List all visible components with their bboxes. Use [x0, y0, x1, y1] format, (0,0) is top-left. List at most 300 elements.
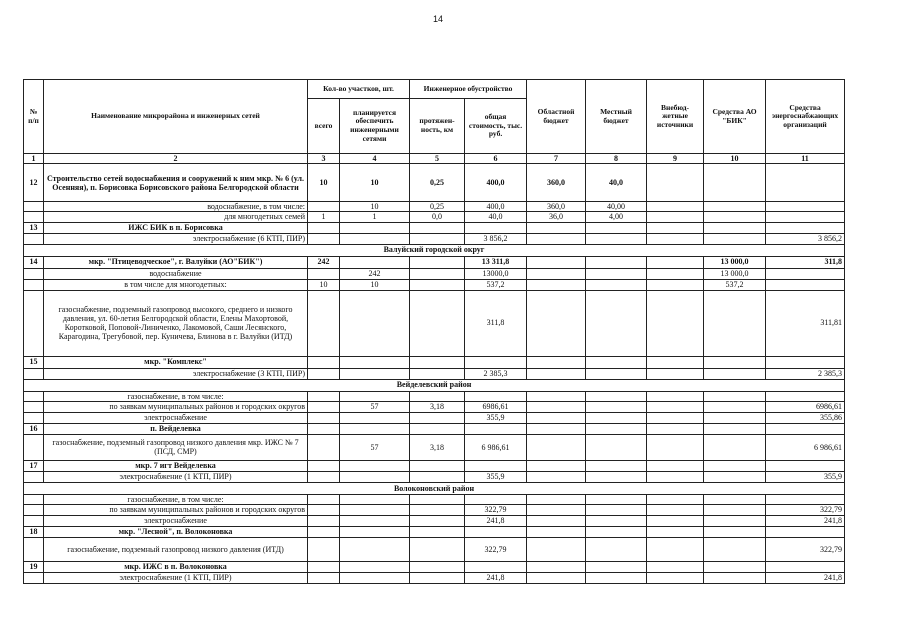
table-row	[24, 164, 845, 202]
item-name: п. Вейделевка	[44, 423, 308, 434]
item-name: в том числе для многодетных:	[44, 279, 308, 290]
length-km	[410, 460, 465, 471]
offbudget-sources	[647, 290, 704, 356]
plots-total	[308, 561, 340, 572]
regional-budget	[527, 290, 586, 356]
plots-total	[308, 423, 340, 434]
header-regional-budget: Областной бюджет	[527, 80, 586, 154]
item-name: водоснабжение, в том числе:	[44, 202, 308, 212]
regional-budget	[527, 504, 586, 515]
table-row	[24, 222, 845, 233]
column-number-row	[24, 154, 845, 164]
table-row	[24, 561, 845, 572]
total-cost	[465, 222, 527, 233]
bik-funds	[704, 164, 766, 202]
local-budget: 40,0	[586, 164, 647, 202]
local-budget	[586, 561, 647, 572]
plots-planned	[340, 368, 410, 379]
length-km	[410, 290, 465, 356]
length-km	[410, 515, 465, 526]
offbudget-sources	[647, 537, 704, 561]
row-number: 17	[24, 460, 44, 471]
total-cost: 355,9	[465, 412, 527, 423]
table-row	[24, 233, 845, 244]
regional-budget	[527, 537, 586, 561]
column-number: 10	[704, 154, 766, 164]
header-local-budget: Местный бюджет	[586, 80, 647, 154]
total-cost: 537,2	[465, 279, 527, 290]
local-budget	[586, 460, 647, 471]
energy-funds: 241,8	[766, 515, 845, 526]
local-budget	[586, 434, 647, 460]
table-row	[24, 494, 845, 504]
local-budget	[586, 423, 647, 434]
item-name: электроснабжение (1 КТП, ПИР)	[44, 471, 308, 482]
row-number: 15	[24, 356, 44, 368]
total-cost: 400,0	[465, 202, 527, 212]
local-budget: 4,00	[586, 212, 647, 222]
plots-planned	[340, 572, 410, 583]
energy-funds	[766, 356, 845, 368]
item-name: электроснабжение (1 КТП, ПИР)	[44, 572, 308, 583]
row-number	[24, 202, 44, 212]
bik-funds	[704, 423, 766, 434]
plots-planned	[340, 537, 410, 561]
column-number: 4	[340, 154, 410, 164]
row-number	[24, 368, 44, 379]
plots-planned	[340, 504, 410, 515]
plots-total	[308, 202, 340, 212]
offbudget-sources	[647, 460, 704, 471]
plots-total: 10	[308, 164, 340, 202]
energy-funds: 3 856,2	[766, 233, 845, 244]
energy-funds	[766, 268, 845, 279]
bik-funds	[704, 212, 766, 222]
length-km	[410, 222, 465, 233]
regional-budget	[527, 471, 586, 482]
energy-funds: 2 385,3	[766, 368, 845, 379]
plots-planned: 10	[340, 279, 410, 290]
item-name: мкр. "Птицеводческое", г. Валуйки (АО"БИК")	[44, 256, 308, 268]
plots-planned	[340, 290, 410, 356]
item-name: мкр. 7 игт Вейделевка	[44, 460, 308, 471]
length-km	[410, 504, 465, 515]
offbudget-sources	[647, 412, 704, 423]
row-number: 16	[24, 423, 44, 434]
bik-funds	[704, 537, 766, 561]
table-row	[24, 290, 845, 356]
total-cost: 6986,61	[465, 401, 527, 412]
plots-total	[308, 572, 340, 583]
total-cost: 40,0	[465, 212, 527, 222]
plots-total	[308, 434, 340, 460]
plots-total	[308, 233, 340, 244]
length-km	[410, 233, 465, 244]
plots-total	[308, 391, 340, 401]
item-name: Строительство сетей водоснабжения и сооружений к ним мкр. № 6 (ул. Осенняя), п. Борисовка Борисовского района Белгородской области	[44, 164, 308, 202]
bik-funds	[704, 391, 766, 401]
header-offbudget: Внебюд-жетные источники	[647, 80, 704, 154]
energy-funds: 6 986,61	[766, 434, 845, 460]
energy-funds	[766, 526, 845, 537]
column-number: 1	[24, 154, 44, 164]
plots-total	[308, 356, 340, 368]
row-number: 18	[24, 526, 44, 537]
table-body	[24, 164, 845, 584]
offbudget-sources	[647, 233, 704, 244]
total-cost: 241,8	[465, 572, 527, 583]
offbudget-sources	[647, 572, 704, 583]
bik-funds	[704, 290, 766, 356]
energy-funds	[766, 202, 845, 212]
total-cost: 311,8	[465, 290, 527, 356]
length-km: 0,0	[410, 212, 465, 222]
offbudget-sources	[647, 256, 704, 268]
table-row	[24, 471, 845, 482]
bik-funds	[704, 515, 766, 526]
plots-total	[308, 268, 340, 279]
table-row	[24, 391, 845, 401]
row-number	[24, 504, 44, 515]
regional-budget	[527, 423, 586, 434]
plots-planned: 242	[340, 268, 410, 279]
regional-budget	[527, 233, 586, 244]
bik-funds	[704, 222, 766, 233]
row-number	[24, 471, 44, 482]
plots-planned: 10	[340, 202, 410, 212]
total-cost: 322,79	[465, 504, 527, 515]
length-km	[410, 537, 465, 561]
table-row	[24, 423, 845, 434]
bik-funds	[704, 471, 766, 482]
bik-funds	[704, 494, 766, 504]
plots-total	[308, 494, 340, 504]
bik-funds: 13 000,0	[704, 256, 766, 268]
table-row	[24, 212, 845, 222]
offbudget-sources	[647, 279, 704, 290]
row-number	[24, 515, 44, 526]
bik-funds	[704, 460, 766, 471]
table-row	[24, 537, 845, 561]
header-energy-funds: Средства энергоснабжающих организаций	[766, 80, 845, 154]
bik-funds	[704, 368, 766, 379]
page-number: 14	[433, 14, 444, 24]
length-km	[410, 279, 465, 290]
regional-budget	[527, 368, 586, 379]
plots-total	[308, 368, 340, 379]
length-km	[410, 423, 465, 434]
local-budget	[586, 233, 647, 244]
offbudget-sources	[647, 494, 704, 504]
regional-budget	[527, 279, 586, 290]
total-cost	[465, 526, 527, 537]
plots-total	[308, 290, 340, 356]
row-number: 13	[24, 222, 44, 233]
item-name: электроснабжение	[44, 412, 308, 423]
offbudget-sources	[647, 222, 704, 233]
item-name: мкр. "Комплекс"	[44, 356, 308, 368]
energy-funds	[766, 164, 845, 202]
energy-funds: 6986,61	[766, 401, 845, 412]
local-budget	[586, 572, 647, 583]
header-num: № п/п	[24, 80, 44, 154]
plots-planned	[340, 233, 410, 244]
section-row	[24, 379, 845, 391]
item-name: электроснабжение	[44, 515, 308, 526]
energy-funds: 311,81	[766, 290, 845, 356]
plots-planned	[340, 471, 410, 482]
header-cost: общая стоимость, тыс. руб.	[465, 99, 527, 154]
total-cost	[465, 356, 527, 368]
section-row	[24, 482, 845, 494]
table-row	[24, 268, 845, 279]
local-budget	[586, 401, 647, 412]
plots-planned: 10	[340, 164, 410, 202]
bik-funds	[704, 356, 766, 368]
plots-planned	[340, 515, 410, 526]
header-planned: планируется обеспечить инженерными сетями	[340, 99, 410, 154]
item-name: мкр. ИЖС в п. Волоконовка	[44, 561, 308, 572]
length-km	[410, 572, 465, 583]
table-row	[24, 434, 845, 460]
plots-total: 1	[308, 212, 340, 222]
row-number	[24, 401, 44, 412]
plots-total	[308, 222, 340, 233]
length-km	[410, 391, 465, 401]
section-title: Вейделевский район	[24, 379, 845, 391]
plots-total: 242	[308, 256, 340, 268]
column-number: 8	[586, 154, 647, 164]
local-budget	[586, 222, 647, 233]
length-km: 3,18	[410, 401, 465, 412]
plots-total	[308, 460, 340, 471]
table-row	[24, 526, 845, 537]
column-number: 3	[308, 154, 340, 164]
row-number	[24, 434, 44, 460]
length-km	[410, 368, 465, 379]
energy-funds	[766, 561, 845, 572]
local-budget: 40,00	[586, 202, 647, 212]
item-name: по заявкам муниципальных районов и городских округов	[44, 504, 308, 515]
plots-planned	[340, 460, 410, 471]
header-length: протяжен-ность, км	[410, 99, 465, 154]
plots-total	[308, 537, 340, 561]
plots-total	[308, 412, 340, 423]
bik-funds	[704, 412, 766, 423]
plots-planned: 57	[340, 401, 410, 412]
bik-funds	[704, 434, 766, 460]
energy-funds	[766, 279, 845, 290]
length-km	[410, 526, 465, 537]
table-row	[24, 572, 845, 583]
energy-funds	[766, 460, 845, 471]
plots-planned	[340, 494, 410, 504]
regional-budget	[527, 494, 586, 504]
table-row	[24, 515, 845, 526]
plots-total	[308, 401, 340, 412]
offbudget-sources	[647, 356, 704, 368]
length-km	[410, 256, 465, 268]
section-row	[24, 244, 845, 256]
bik-funds	[704, 504, 766, 515]
energy-funds	[766, 212, 845, 222]
row-number	[24, 290, 44, 356]
offbudget-sources	[647, 526, 704, 537]
header-plots: Кол-во участков, шт.	[308, 80, 410, 99]
total-cost: 6 986,61	[465, 434, 527, 460]
regional-budget	[527, 401, 586, 412]
item-name: ИЖС БИК в п. Борисовка	[44, 222, 308, 233]
energy-funds: 355,86	[766, 412, 845, 423]
header-bik-funds: Средства АО "БИК"	[704, 80, 766, 154]
header-name: Наименование микрорайона и инженерных сетей	[44, 80, 308, 154]
row-number	[24, 537, 44, 561]
local-budget	[586, 526, 647, 537]
column-number: 7	[527, 154, 586, 164]
section-title: Волоконовский район	[24, 482, 845, 494]
investment-table	[23, 79, 845, 584]
regional-budget	[527, 434, 586, 460]
row-number	[24, 494, 44, 504]
plots-planned: 1	[340, 212, 410, 222]
regional-budget	[527, 222, 586, 233]
row-number	[24, 391, 44, 401]
local-budget	[586, 391, 647, 401]
item-name: электроснабжение (6 КТП, ПИР)	[44, 233, 308, 244]
item-name: для многодетных семей	[44, 212, 308, 222]
section-title: Валуйский городской округ	[24, 244, 845, 256]
offbudget-sources	[647, 504, 704, 515]
row-number	[24, 279, 44, 290]
local-budget	[586, 268, 647, 279]
energy-funds	[766, 222, 845, 233]
row-number	[24, 572, 44, 583]
bik-funds	[704, 233, 766, 244]
total-cost: 241,8	[465, 515, 527, 526]
total-cost	[465, 391, 527, 401]
offbudget-sources	[647, 268, 704, 279]
regional-budget	[527, 391, 586, 401]
total-cost: 400,0	[465, 164, 527, 202]
local-budget	[586, 515, 647, 526]
length-km	[410, 268, 465, 279]
regional-budget	[527, 268, 586, 279]
offbudget-sources	[647, 368, 704, 379]
bik-funds	[704, 401, 766, 412]
table-row	[24, 401, 845, 412]
plots-planned: 57	[340, 434, 410, 460]
table-row	[24, 368, 845, 379]
length-km: 0,25	[410, 202, 465, 212]
column-number: 2	[44, 154, 308, 164]
plots-total	[308, 471, 340, 482]
local-budget	[586, 471, 647, 482]
bik-funds: 537,2	[704, 279, 766, 290]
local-budget	[586, 368, 647, 379]
offbudget-sources	[647, 401, 704, 412]
local-budget	[586, 356, 647, 368]
regional-budget	[527, 412, 586, 423]
energy-funds	[766, 391, 845, 401]
energy-funds: 355,9	[766, 471, 845, 482]
local-budget	[586, 504, 647, 515]
length-km	[410, 494, 465, 504]
local-budget	[586, 290, 647, 356]
offbudget-sources	[647, 202, 704, 212]
regional-budget: 360,0	[527, 164, 586, 202]
row-number: 19	[24, 561, 44, 572]
length-km: 0,25	[410, 164, 465, 202]
plots-planned	[340, 526, 410, 537]
local-budget	[586, 537, 647, 561]
column-number: 6	[465, 154, 527, 164]
regional-budget: 360,0	[527, 202, 586, 212]
item-name: по заявкам муниципальных районов и городских округов	[44, 401, 308, 412]
regional-budget	[527, 572, 586, 583]
bik-funds	[704, 526, 766, 537]
total-cost	[465, 423, 527, 434]
offbudget-sources	[647, 164, 704, 202]
table-row	[24, 460, 845, 471]
energy-funds: 241,8	[766, 572, 845, 583]
table-row	[24, 504, 845, 515]
header-infrastructure: Инженерное обустройство	[410, 80, 527, 99]
row-number	[24, 268, 44, 279]
item-name: газоснабжение, подземный газопровод низкого давления мкр. ИЖС № 7 (ПСД, СМР)	[44, 434, 308, 460]
plots-planned	[340, 256, 410, 268]
column-number: 9	[647, 154, 704, 164]
local-budget	[586, 279, 647, 290]
energy-funds: 322,79	[766, 537, 845, 561]
length-km	[410, 561, 465, 572]
regional-budget	[527, 256, 586, 268]
item-name: газоснабжение, подземный газопровод высокого, среднего и низкого давления, ул. 60-летия Белгородской области, Елены Махортовой, Коротковой, Поповой-Линиченко, Лакомовой, Саши Лесянского, Карагодина, Трегубовой, пер. Куничева, Блинова в г. Валуйки (ИТД)	[44, 290, 308, 356]
regional-budget	[527, 515, 586, 526]
offbudget-sources	[647, 391, 704, 401]
row-number	[24, 233, 44, 244]
plots-planned	[340, 222, 410, 233]
plots-planned	[340, 412, 410, 423]
total-cost	[465, 494, 527, 504]
offbudget-sources	[647, 423, 704, 434]
offbudget-sources	[647, 212, 704, 222]
column-number: 5	[410, 154, 465, 164]
item-name: газоснабжение, подземный газопровод низкого давления (ИТД)	[44, 537, 308, 561]
total-cost: 355,9	[465, 471, 527, 482]
plots-total	[308, 515, 340, 526]
regional-budget	[527, 356, 586, 368]
length-km	[410, 471, 465, 482]
plots-total	[308, 526, 340, 537]
offbudget-sources	[647, 515, 704, 526]
plots-planned	[340, 423, 410, 434]
plots-total: 10	[308, 279, 340, 290]
bik-funds	[704, 561, 766, 572]
total-cost: 13 311,8	[465, 256, 527, 268]
row-number: 12	[24, 164, 44, 202]
bik-funds: 13 000,0	[704, 268, 766, 279]
total-cost: 2 385,3	[465, 368, 527, 379]
length-km	[410, 412, 465, 423]
table-row	[24, 256, 845, 268]
regional-budget	[527, 460, 586, 471]
table-header	[24, 80, 845, 164]
table-row	[24, 412, 845, 423]
total-cost: 13000,0	[465, 268, 527, 279]
total-cost: 322,79	[465, 537, 527, 561]
energy-funds	[766, 494, 845, 504]
local-budget	[586, 256, 647, 268]
